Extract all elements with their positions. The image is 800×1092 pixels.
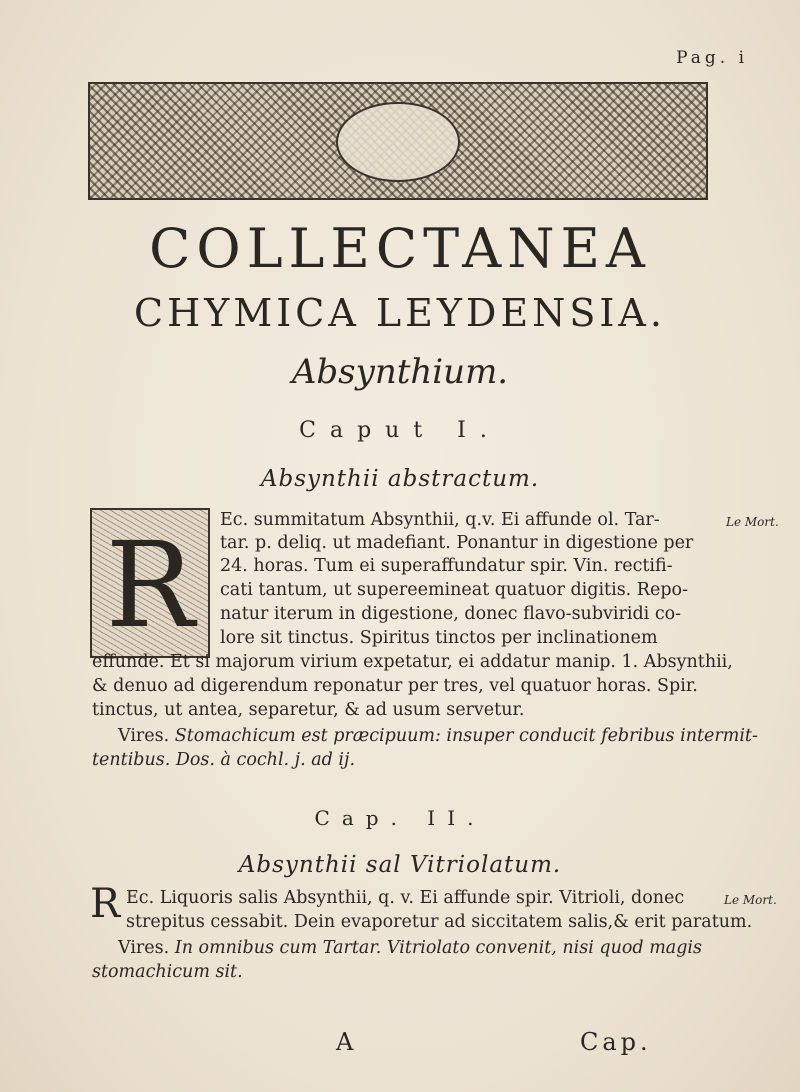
vires-line: tentibus. Dos. à cochl. j. ad ij. <box>92 750 356 770</box>
decorated-initial <box>90 508 210 658</box>
margin-note: Le Mort. <box>724 893 777 907</box>
text-line: Ec. Liquoris salis Absynthii, q. v. Ei affunde spir. Vitrioli, donec <box>126 888 685 908</box>
text-line: strepitus cessabit. Dein evaporetur ad siccitatem salis,& erit paratum. <box>126 912 753 932</box>
signature-mark: A <box>336 1028 356 1056</box>
text-line: cati tantum, ut supereemineat quatuor digitis. Repo- <box>220 580 688 600</box>
title-line-2: CHYMICA LEYDENSIA. <box>134 291 666 335</box>
chapter-2-initial: R <box>90 881 121 927</box>
chapter-2-heading: Cap. II. <box>314 806 486 830</box>
text-line: 24. horas. Tum ei superaffundatur spir. Vin. rectifi- <box>220 556 673 576</box>
vires-label: Vires. <box>118 726 170 746</box>
title-line-1: COLLECTANEA <box>149 217 651 280</box>
text-line: effunde. Et si majorum virium expetatur, ei addatur manip. 1. Absynthii, <box>92 652 733 672</box>
vires-line <box>118 728 758 746</box>
text-line: lore sit tinctus. Spiritus tinctos per inclinationem <box>220 628 658 648</box>
text-line: tar. p. deliq. ut madefiant. Ponantur in digestione per <box>220 533 694 553</box>
chapter-1-subheading: Absynthii abstractum. <box>260 466 540 492</box>
text-line: natur iterum in digestione, donec flavo-subviridi co- <box>220 604 682 624</box>
chapter-1-heading: Caput I. <box>299 418 501 443</box>
vires-line <box>118 940 702 958</box>
text-line: tinctus, ut antea, separetur, & ad usum servetur. <box>92 700 525 720</box>
text-line: Ec. summitatum Absynthii, q.v. Ei affunde ol. Tar- <box>220 510 660 530</box>
headpiece-medallion <box>336 102 459 182</box>
vires-line: stomachicum sit. <box>92 962 243 982</box>
vires-text: Stomachicum est præcipuum: insuper conducit febribus intermit- <box>174 726 758 746</box>
catchword: Cap. <box>580 1028 652 1056</box>
margin-note: Le Mort. <box>726 515 779 529</box>
decorated-initial-letter: R <box>105 516 195 654</box>
chapter-2-subheading: Absynthii sal Vitriolatum. <box>238 852 562 878</box>
page-number: Pag. i <box>676 48 748 68</box>
vires-text: In omnibus cum Tartar. Vitriolato convenit, nisi quod magis <box>174 938 703 958</box>
vires-label: Vires. <box>118 938 170 958</box>
text-line: & denuo ad digerendum reponatur per tres, vel quatuor horas. Spir. <box>92 676 698 696</box>
title-subject: Absynthium. <box>291 352 509 392</box>
ornamental-headpiece <box>88 82 708 200</box>
